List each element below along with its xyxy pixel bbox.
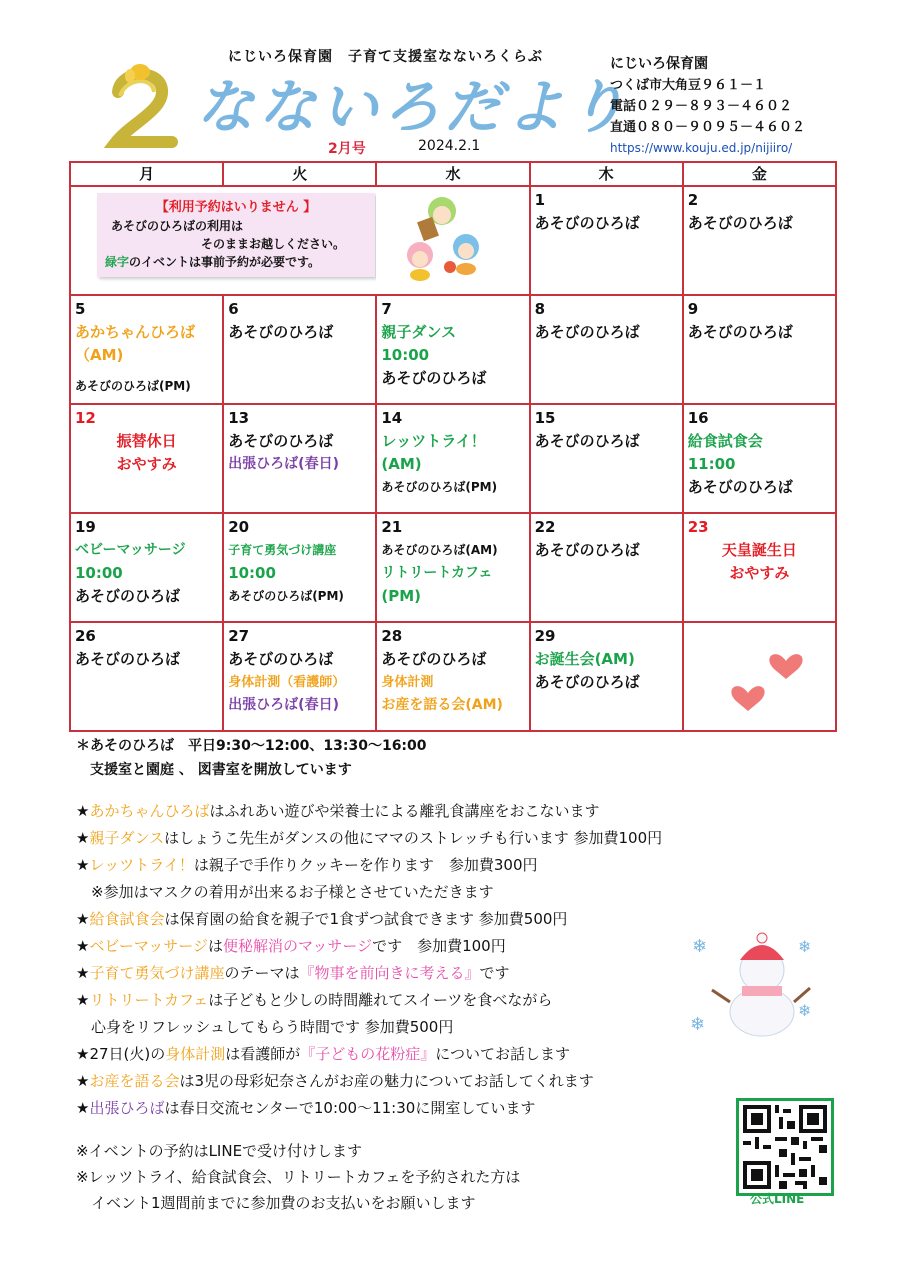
- reservation-line-1: ※イベントの予約はLINEで受け付けします: [76, 1142, 363, 1160]
- event-desc-highlight: 出張ひろば: [89, 1099, 165, 1117]
- holiday-name: 振替休日: [116, 432, 177, 450]
- event-asobi: あそびのひろば: [687, 323, 793, 341]
- notice-line-3-rest: のイベントは事前予約が必要です。: [129, 255, 321, 269]
- day-cell-6: [223, 295, 376, 404]
- newsletter-title: なないろだより: [196, 73, 631, 141]
- day-cell-26: [70, 622, 223, 731]
- svg-text:❄: ❄: [692, 936, 708, 957]
- day-cell-9: [683, 295, 836, 404]
- day-number: 27: [228, 627, 250, 645]
- event-desc-kyushoku: [76, 906, 662, 933]
- event-desc-retreat: [76, 987, 662, 1014]
- weekday-thu: 木: [530, 162, 683, 186]
- event-letstry: レッツトライ！: [381, 432, 486, 450]
- number-two-illustration: [100, 62, 190, 152]
- line-qr-code[interactable]: [736, 1098, 834, 1196]
- star-icon: ★: [76, 937, 90, 955]
- day-number: 1: [534, 191, 545, 209]
- day-number: 13: [228, 409, 250, 427]
- event-asobi: あそびのひろば: [228, 432, 334, 450]
- notice-line-1: あそびのひろばの利用は: [111, 219, 244, 233]
- children-illustration-cell: [376, 186, 529, 295]
- event-desc-highlight: あかちゃんひろば: [89, 802, 210, 820]
- event-desc-osan: [76, 1068, 662, 1095]
- event-desc-highlight-2: 『物事を前向きに考える』: [299, 964, 480, 982]
- day-number: 8: [534, 300, 545, 318]
- day-cell-16: [683, 404, 836, 513]
- event-asobi: あそびのひろば: [687, 478, 793, 496]
- event-desc-highlight: お産を語る会: [89, 1072, 180, 1090]
- svg-text:❄: ❄: [798, 1001, 812, 1020]
- reservation-line-3: イベント1週間前までに参加費のお支払いをお願いします: [76, 1194, 476, 1212]
- event-desc-dance: [76, 825, 662, 852]
- day-number: 9: [687, 300, 699, 318]
- star-icon: ★: [76, 802, 90, 820]
- day-number: 19: [75, 518, 96, 536]
- day-number: 7: [381, 300, 392, 318]
- day-number: 15: [534, 409, 556, 427]
- event-desc-text-2: です 参加費100円: [372, 937, 506, 955]
- day-number: 20: [228, 518, 250, 536]
- day-cell-22: [530, 513, 683, 622]
- holiday-closed: おやすみ: [729, 564, 790, 582]
- day-number: 26: [75, 627, 96, 645]
- event-desc-text-2: です: [479, 964, 510, 982]
- day-cell-29: [530, 622, 683, 731]
- weekday-row: [70, 162, 836, 186]
- event-desc-text: はふれあい遊びや栄養士による離乳食講座をおこないます: [209, 802, 600, 820]
- event-desc-text: は: [207, 937, 223, 955]
- svg-text:❄: ❄: [690, 1014, 706, 1035]
- day-cell-21: [376, 513, 529, 622]
- notice-title: 【利用予約はいりません 】: [155, 200, 317, 215]
- day-number: 6: [228, 300, 239, 318]
- event-desc-highlight: ベビーマッサージ: [89, 937, 208, 955]
- day-number: 23: [687, 518, 709, 536]
- issue-label: 2月号: [328, 141, 366, 157]
- event-desc-text: のテーマは: [224, 964, 300, 982]
- event-desc-highlight-2: 『子どもの花粉症』: [300, 1045, 436, 1063]
- event-desc-text: ※参加はマスクの着用が出来るお子様とさせていただきます: [76, 883, 494, 901]
- hours-line-1: ＊あそのひろば 平日9:30～12:00、13:30～16:00: [76, 738, 427, 754]
- event-asobi: あそびのひろば: [534, 541, 640, 559]
- notice-cell: [70, 186, 376, 295]
- event-asobi: あそびのひろば: [534, 214, 640, 232]
- event-shintai: 身体計測: [381, 675, 434, 690]
- event-desc-text: はしょうこ先生がダンスの他にママのストレッチも行います 参加費100円: [164, 829, 663, 847]
- event-descriptions: [76, 798, 662, 1122]
- event-asobi: あそびのひろば: [75, 587, 181, 605]
- star-icon: ★: [76, 991, 90, 1009]
- event-desc-text-2: についてお話します: [435, 1045, 570, 1063]
- event-desc-text: は3児の母彩妃奈さんがお産の魅力についてお話してくれます: [179, 1072, 594, 1090]
- event-baby-massage: ベビーマッサージ: [75, 542, 186, 558]
- day-cell-19: [70, 513, 223, 622]
- event-osan: お産を語る会(AM): [381, 697, 503, 713]
- day-cell-5: [70, 295, 223, 404]
- event-asobi: あそびのひろば: [534, 323, 640, 341]
- day-cell-1: [530, 186, 683, 295]
- day-number: 29: [534, 627, 556, 645]
- week-row-2: [70, 295, 836, 404]
- week-row-4: [70, 513, 836, 622]
- event-asobi-pm: あそびのひろば(PM): [75, 379, 191, 393]
- org-url[interactable]: https://www.kouju.ed.jp/nijiiro/: [610, 141, 793, 155]
- event-asobi: あそびのひろば: [534, 432, 640, 450]
- snowman-illustration: [690, 930, 820, 1040]
- event-desc-text: は春日交流センターで10:00～11:30に開室しています: [164, 1099, 536, 1117]
- event-dance-time: 10:00: [381, 346, 430, 364]
- notice-line-3: [105, 253, 367, 271]
- event-desc-shuccho: [76, 1095, 662, 1122]
- hours-line-2: 支援室と園庭 、 図書室を開放しています: [76, 762, 352, 778]
- weekday-mon: 月: [70, 162, 223, 186]
- week-row-5: [70, 622, 836, 731]
- notice-line-2: そのままお越しください。: [201, 237, 346, 251]
- org-tel: 電話０２９－８９３－４６０２: [610, 99, 793, 114]
- day-number: 12: [75, 409, 96, 427]
- hearts-icon: [724, 631, 824, 721]
- event-desc-shintai: [76, 1041, 662, 1068]
- event-desc-text: 心身をリフレッシュしてもらう時間です 参加費500円: [76, 1018, 454, 1036]
- calendar: [69, 161, 837, 732]
- day-number: 21: [381, 518, 403, 536]
- day-cell-13: [223, 404, 376, 513]
- day-number: 14: [381, 409, 403, 427]
- star-icon: ★: [76, 964, 90, 982]
- event-desc-text: は看護師が: [225, 1045, 301, 1063]
- event-letstry-time: (AM): [381, 455, 422, 473]
- event-asobi: あそびのひろば: [687, 214, 793, 232]
- event-asobi: あそびのひろば: [75, 650, 181, 668]
- day-number: 5: [75, 300, 86, 318]
- event-asobi: あそびのひろば: [534, 673, 640, 691]
- event-desc-highlight: レッツトライ！: [89, 856, 194, 874]
- day-cell-12: [70, 404, 223, 513]
- event-desc-highlight: 親子ダンス: [89, 829, 165, 847]
- day-cell-23: [683, 513, 836, 622]
- event-akachan: あかちゃんひろば: [75, 323, 196, 341]
- day-cell-8: [530, 295, 683, 404]
- hours-note: [76, 734, 427, 782]
- event-birthday: お誕生会(AM): [534, 650, 635, 668]
- notice-box: [97, 193, 375, 277]
- holiday-name: 天皇誕生日: [721, 541, 797, 559]
- event-asobi: あそびのひろば: [381, 650, 487, 668]
- event-kyushoku-time: 11:00: [687, 455, 736, 473]
- event-asobi: あそびのひろば: [228, 650, 334, 668]
- org-name: にじいろ保育園: [610, 56, 708, 72]
- weekday-wed: 水: [376, 162, 529, 186]
- day-cell-20: [223, 513, 376, 622]
- day-number: 22: [534, 518, 556, 536]
- reservation-notes: [76, 1138, 520, 1216]
- day-cell-7: [376, 295, 529, 404]
- day-cell-28: [376, 622, 529, 731]
- event-desc-highlight: 給食試食会: [89, 910, 165, 928]
- day-cell-14: [376, 404, 529, 513]
- holiday-closed: おやすみ: [116, 455, 177, 473]
- star-icon: ★: [76, 856, 90, 874]
- event-desc-baby-massage: [76, 933, 662, 960]
- event-kyushoku: 給食試食会: [687, 432, 763, 450]
- event-desc-mask-note: [76, 879, 662, 906]
- day-cell-15: [530, 404, 683, 513]
- event-desc-highlight: 身体計測: [165, 1045, 226, 1063]
- event-akachan-time: （AM): [75, 346, 124, 364]
- star-icon: ★: [76, 910, 90, 928]
- day-number: 28: [381, 627, 403, 645]
- event-desc-text: は保育園の給食を親子で1食ずつ試食できます 参加費500円: [164, 910, 568, 928]
- reservation-line-2: ※レッツトライ、給食試食会、リトリートカフェを予約された方は: [76, 1168, 521, 1186]
- org-address: つくば市大角豆９６１－１: [610, 78, 767, 93]
- day-cell-2: [683, 186, 836, 295]
- star-icon: ★: [76, 1045, 90, 1063]
- hearts-cell: [683, 622, 836, 731]
- event-asobi-pm: あそびのひろば(PM): [381, 480, 498, 494]
- event-desc-highlight: リトリートカフェ: [89, 991, 209, 1009]
- week-row-1: [70, 186, 836, 295]
- event-yuuki: 子育て勇気づけ講座: [228, 543, 337, 557]
- star-icon: ★: [76, 1099, 90, 1117]
- notice-green-word: 緑字: [105, 255, 130, 269]
- event-desc-yuuki: [76, 960, 662, 987]
- event-retreat-time: (PM): [381, 587, 422, 605]
- day-cell-27: [223, 622, 376, 731]
- day-number: 16: [687, 409, 709, 427]
- event-desc-highlight-2: 便秘解消のマッサージ: [222, 937, 373, 955]
- week-row-3: [70, 404, 836, 513]
- event-desc-akachan: [76, 798, 662, 825]
- event-desc-prefix: 27日(火)の: [89, 1045, 166, 1063]
- event-retreat: リトリートカフェ: [381, 565, 493, 581]
- event-desc-retreat-2: [76, 1014, 662, 1041]
- event-shintai: 身体計測（看護師）: [228, 675, 346, 690]
- qr-code-icon: [739, 1101, 831, 1193]
- event-desc-highlight: 子育て勇気づけ講座: [89, 964, 225, 982]
- svg-text:❄: ❄: [798, 937, 812, 956]
- weekday-tue: 火: [223, 162, 376, 186]
- event-desc-letstry: [76, 852, 662, 879]
- event-desc-text: は親子で手作りクッキーを作ります 参加費300円: [193, 856, 538, 874]
- event-asobi-am: あそびのひろば(AM): [381, 543, 498, 557]
- day-number: 2: [687, 191, 699, 209]
- event-yuuki-time: 10:00: [228, 564, 276, 582]
- weekday-fri: 金: [683, 162, 836, 186]
- event-asobi: あそびのひろば: [228, 323, 334, 341]
- star-icon: ★: [76, 829, 90, 847]
- event-baby-massage-time: 10:00: [75, 564, 123, 582]
- event-dance: 親子ダンス: [381, 323, 457, 341]
- star-icon: ★: [76, 1072, 90, 1090]
- event-asobi-pm: あそびのひろば(PM): [228, 589, 344, 603]
- event-shuccho: 出張ひろば(春日): [228, 697, 339, 713]
- event-desc-text: は子どもと少しの時間離れてスイーツを食べながら: [208, 991, 553, 1009]
- children-illustration: [380, 189, 500, 285]
- event-shuccho: 出張ひろば(春日): [228, 456, 339, 472]
- org-direct: 直通０８０－９０９５－４６０２: [610, 120, 806, 135]
- qr-label: 公式LINE: [750, 1192, 805, 1206]
- event-asobi: あそびのひろば: [381, 369, 487, 387]
- issue-date: 2024.2.1: [418, 138, 481, 154]
- header-subtitle: にじいろ保育園 子育て支援室なないろくらぶ: [228, 49, 543, 65]
- org-info: [610, 54, 805, 159]
